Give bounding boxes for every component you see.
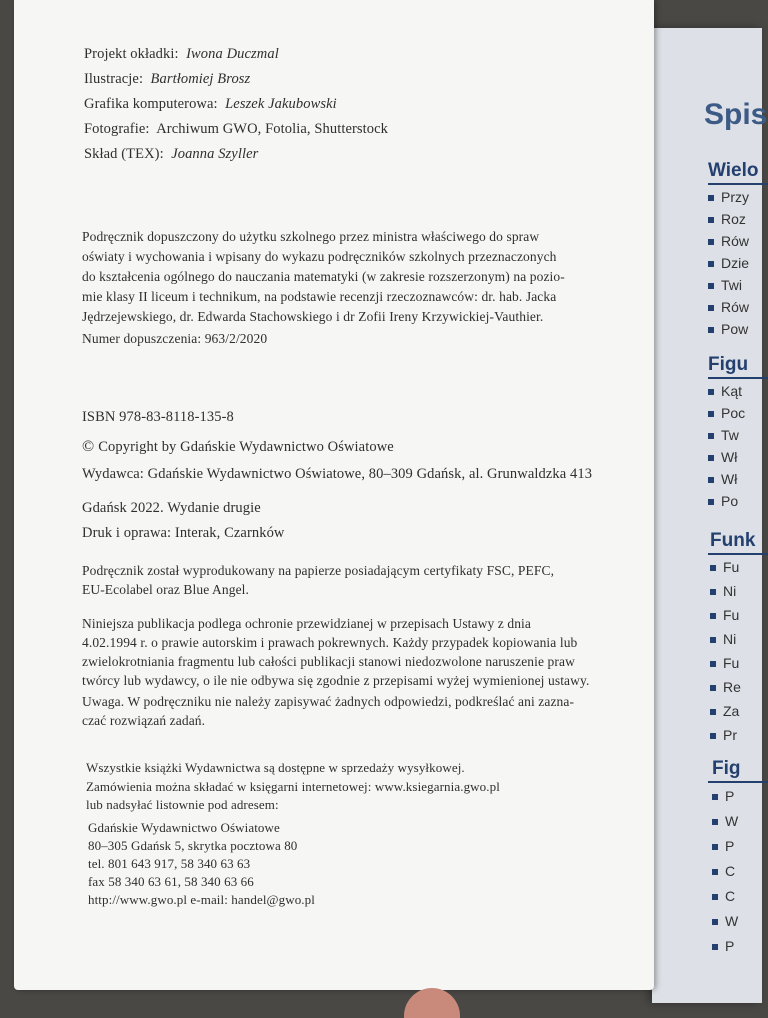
toc-item: Rów bbox=[708, 299, 749, 315]
toc-section-heading: Figu bbox=[708, 354, 749, 375]
toc-item: Re bbox=[710, 679, 741, 695]
toc-item: Rów bbox=[708, 233, 749, 249]
paper-note-line: EU-Ecolabel oraz Blue Angel. bbox=[82, 582, 249, 597]
toc-item: W bbox=[712, 813, 738, 829]
toc-item: Wł bbox=[708, 449, 737, 465]
fingertip bbox=[404, 988, 460, 1018]
toc-item: Dzie bbox=[708, 255, 749, 271]
toc-item: Wł bbox=[708, 471, 737, 487]
note-line: czać rozwiązań zadań. bbox=[82, 713, 206, 728]
divider bbox=[708, 781, 768, 783]
orders-line: Wszystkie książki Wydawnictwa są dostępne w sprzedaży wysyłkowej. bbox=[86, 760, 465, 775]
toc-item: Tw bbox=[708, 427, 739, 443]
toc-item: Poc bbox=[708, 405, 745, 421]
toc-item: Pr bbox=[710, 727, 737, 743]
orders-line: Zamówienia można składać w księgarni internetowej: www.ksiegarnia.gwo.pl bbox=[86, 779, 500, 794]
toc-section-heading: Funk bbox=[710, 530, 756, 551]
copyright: © Copyright by Gdańskie Wydawnictwo Oświatowe bbox=[82, 438, 394, 455]
address-line: tel. 801 643 917, 58 340 63 63 bbox=[88, 856, 251, 871]
toc-item: Ni bbox=[710, 583, 736, 599]
approval-line: do kształcenia ogólnego do nauczania matematyki (w zakresie rozszerzonym) na pozio- bbox=[82, 269, 565, 284]
divider bbox=[708, 183, 768, 185]
legal-line: zwielokrotniania fragmentu lub całości publikacji stanowi niedozwolone naruszenie praw bbox=[82, 654, 575, 669]
credit-graphics: Grafika komputerowa: Leszek Jakubowski bbox=[84, 96, 337, 112]
toc-item: C bbox=[712, 863, 735, 879]
toc-item: P bbox=[712, 938, 734, 954]
approval-line: Podręcznik dopuszczony do użytku szkolnego przez ministra właściwego do spraw bbox=[82, 229, 540, 244]
toc-title: Spis bbox=[704, 98, 768, 131]
isbn: ISBN 978-83-8118-135-8 bbox=[82, 409, 234, 425]
toc-section-heading: Wielo bbox=[708, 160, 759, 181]
address-line: http://www.gwo.pl e-mail: handel@gwo.pl bbox=[88, 892, 315, 907]
legal-line: twórcy lub wydawcy, o ile nie odbywa się zgodnie z przepisami wyżej wymienionej ustawy. bbox=[82, 673, 590, 688]
divider bbox=[708, 377, 768, 379]
address-line: 80–305 Gdańsk 5, skrytka pocztowa 80 bbox=[88, 838, 298, 853]
legal-line: Niniejsza publikacja podlega ochronie przewidzianej w przepisach Ustawy z dnia bbox=[82, 616, 532, 631]
toc-item: Fu bbox=[710, 559, 739, 575]
credit-cover: Projekt okładki: Iwona Duczmal bbox=[84, 46, 279, 62]
address-line: Gdańskie Wydawnictwo Oświatowe bbox=[88, 820, 280, 835]
toc-item: Twi bbox=[708, 277, 742, 293]
orders-line: lub nadsyłać listownie pod adresem: bbox=[86, 797, 279, 812]
approval-line: Jędrzejewskiego, dr. Edwarda Stachowskiego i dr Zofii Ireny Krzywickiej-Vauthier. bbox=[82, 309, 544, 324]
adjacent-toc-page bbox=[652, 28, 768, 1003]
credit-illustrations: Ilustracje: Bartłomiej Brosz bbox=[84, 71, 251, 87]
toc-item: Kąt bbox=[708, 383, 742, 399]
toc-item: Za bbox=[710, 703, 739, 719]
toc-item: Fu bbox=[710, 655, 739, 671]
toc-item: W bbox=[712, 913, 738, 929]
toc-item: P bbox=[712, 788, 734, 804]
imprint-page bbox=[14, 0, 654, 990]
toc-section-heading: Fig bbox=[712, 758, 741, 779]
credit-typeset: Skład (TEX): Joanna Szyller bbox=[84, 146, 259, 162]
printer: Druk i oprawa: Interak, Czarnków bbox=[82, 525, 285, 541]
address-line: fax 58 340 63 61, 58 340 63 66 bbox=[88, 874, 254, 889]
toc-item: Roz bbox=[708, 211, 746, 227]
approval-line: oświaty i wychowania i wpisany do wykazu podręczników szkolnych przeznaczonych bbox=[82, 249, 557, 264]
approval-line: mie klasy II liceum i technikum, na podstawie recenzji rzeczoznawców: dr. hab. Jacka bbox=[82, 289, 557, 304]
toc-item: Fu bbox=[710, 607, 739, 623]
paper-note-line: Podręcznik został wyprodukowany na papierze posiadającym certyfikaty FSC, PEFC, bbox=[82, 563, 555, 578]
toc-item: Pow bbox=[708, 321, 748, 337]
toc-item: Po bbox=[708, 493, 738, 509]
divider bbox=[708, 553, 768, 555]
edition: Gdańsk 2022. Wydanie drugie bbox=[82, 500, 261, 516]
toc-item: C bbox=[712, 888, 735, 904]
toc-item: Ni bbox=[710, 631, 736, 647]
toc-item: Przy bbox=[708, 189, 749, 205]
legal-line: 4.02.1994 r. o prawie autorskim i prawach pokrewnych. Każdy przypadek kopiowania lub bbox=[82, 635, 578, 650]
note-line: Uwaga. W podręczniku nie należy zapisywać żadnych odpowiedzi, podkreślać ani zazna- bbox=[82, 694, 575, 709]
approval-number: Numer dopuszczenia: 963/2/2020 bbox=[82, 331, 268, 346]
publisher: Wydawca: Gdańskie Wydawnictwo Oświatowe, 80–309 Gdańsk, al. Grunwaldzka 413 bbox=[82, 466, 593, 482]
credit-photos: Fotografie: Archiwum GWO, Fotolia, Shutterstock bbox=[84, 121, 389, 137]
toc-item: P bbox=[712, 838, 734, 854]
